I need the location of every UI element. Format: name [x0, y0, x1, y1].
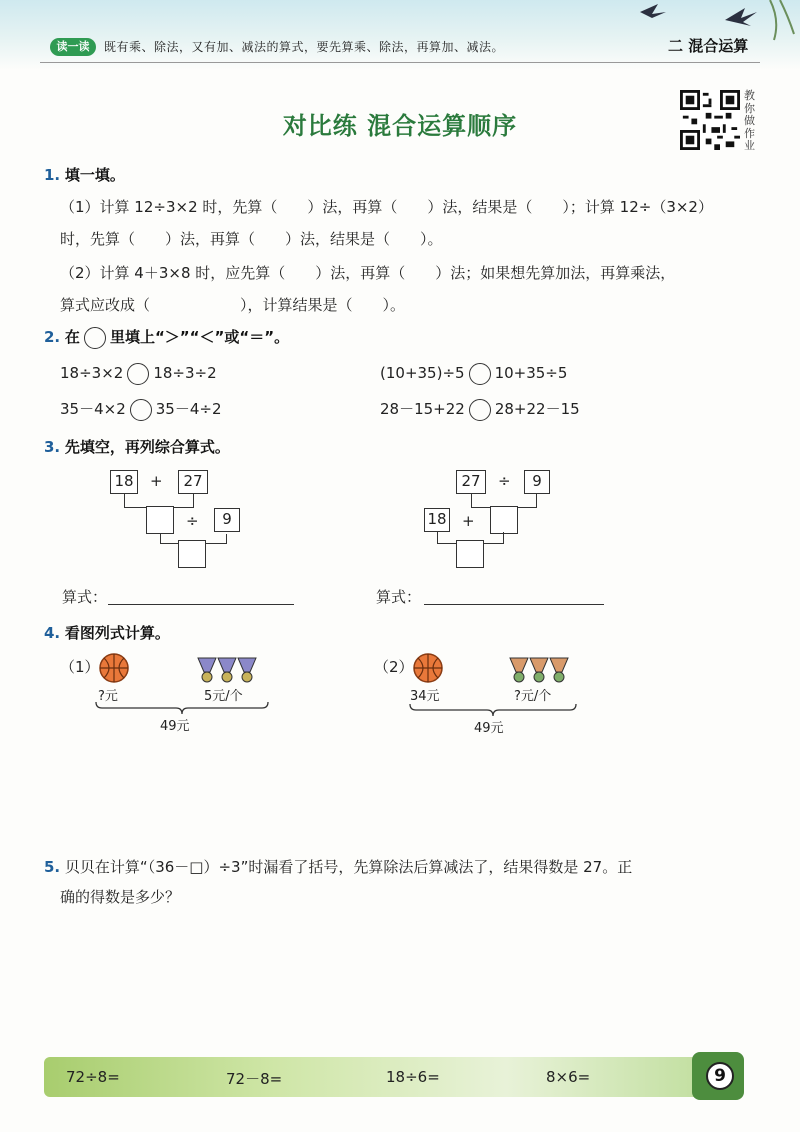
q4-part1-item-price: 5元/个: [204, 689, 243, 704]
q5-line-1: [44, 856, 632, 878]
q2-item-3-left: 35－4×2: [60, 400, 126, 418]
q4-part2-total: 49元: [474, 721, 504, 736]
header-divider: [40, 62, 760, 63]
q4-part2-ball-price: 34元: [410, 689, 440, 704]
q4-number: 4.: [44, 624, 61, 642]
q4-part1-ball-price: ?元: [98, 689, 118, 704]
q1-number: 1.: [44, 166, 61, 184]
formula-label: 算式：: [62, 588, 108, 606]
footer-drill-3: 18÷6=: [386, 1068, 440, 1086]
header-tip: 既有乘、除法，又有加、减法的算式，要先算乘、除法，再算加、减法。: [104, 40, 505, 54]
q5-line-2: 确的得数是多少？: [60, 888, 181, 906]
q4-title: 看图列式计算。: [64, 624, 170, 642]
tree-right-op2: +: [462, 512, 475, 530]
read-tag: 读一读: [50, 38, 96, 56]
q2-item-4-right: 28+22－15: [494, 400, 580, 418]
tree-left-op2: ÷: [186, 512, 199, 530]
answer-box[interactable]: [146, 506, 174, 534]
footer-drill-4: 8×6=: [546, 1068, 591, 1086]
q4-part2-label: （2）: [374, 658, 414, 676]
answer-box[interactable]: [490, 506, 518, 534]
q2-item-4: [380, 398, 580, 421]
footer-drill-1: 72÷8=: [66, 1068, 120, 1086]
tree-left-b: 27: [178, 470, 208, 494]
tree-right-c: 18: [424, 508, 450, 532]
compare-circle[interactable]: [127, 363, 149, 385]
q5-number: 5.: [44, 858, 61, 876]
tree-left-c: 9: [214, 508, 240, 532]
page-title: 对比练 混合运算顺序: [282, 112, 518, 140]
q2-item-2-left: (10+35)÷5: [380, 364, 465, 382]
tree-right-b: 9: [524, 470, 550, 494]
q4-heading: [44, 622, 170, 644]
formula-answer-line[interactable]: [424, 604, 604, 605]
tree-left-a: 18: [110, 470, 138, 494]
formula-answer-line[interactable]: [108, 604, 294, 605]
q2-item-1: [60, 362, 217, 385]
shuttlecock-icon: [508, 656, 572, 686]
compare-circle-sample: [84, 327, 106, 349]
q1-heading: [44, 164, 125, 186]
q2-item-3: [60, 398, 222, 421]
q1-title: 填一填。: [64, 166, 125, 184]
shuttlecock-icon: [196, 656, 260, 686]
tree-right-a: 27: [456, 470, 486, 494]
q1-line-3: （2）计算 4＋3×8 时，应先算（ ）法，再算（ ）法；如果想先算加法，再算乘法，: [60, 264, 676, 282]
q2-item-3-right: 35－4÷2: [155, 400, 222, 418]
q2-heading: [44, 326, 289, 349]
q2-title-a: 在: [64, 328, 80, 346]
q3-heading: [44, 436, 230, 458]
q1-line-1: （1）计算 12÷3×2 时，先算（ ）法，再算（ ）法，结果是（ ）；计算 12÷（3×2）: [60, 198, 713, 216]
footer-bar: [44, 1057, 704, 1097]
tree-left-op1: +: [150, 472, 163, 490]
q2-item-1-left: 18÷3×2: [60, 364, 124, 382]
q3-title: 先填空，再列综合算式。: [64, 438, 230, 456]
footer-drill-2: 72－8=: [226, 1070, 283, 1088]
q2-item-2-right: 10+35÷5: [494, 364, 568, 382]
q4-part1-label: （1）: [60, 658, 100, 676]
q1-line-2: 时，先算（ ）法，再算（ ）法，结果是（ ）。: [60, 230, 443, 248]
q2-item-2: [380, 362, 567, 385]
basketball-icon: [412, 652, 444, 684]
q2-item-1-right: 18÷3÷2: [153, 364, 217, 382]
q2-item-4-left: 28－15+22: [380, 400, 465, 418]
q1-line-4: 算式应改成（ ），计算结果是（ ）。: [60, 296, 406, 314]
compare-circle[interactable]: [469, 399, 491, 421]
q2-number: 2.: [44, 328, 61, 346]
unit-title: 二 混合运算: [668, 37, 749, 55]
tree-right-op1: ÷: [498, 472, 511, 490]
qr-code-icon[interactable]: [680, 90, 740, 150]
page-number: 9: [706, 1062, 734, 1090]
q5-text-1: 贝贝在计算“（36－□）÷3”时漏看了括号，先算除法后算减法了，结果得数是 27。正: [64, 858, 633, 876]
answer-box[interactable]: [178, 540, 206, 568]
formula-label: 算式：: [376, 588, 422, 606]
answer-box[interactable]: [456, 540, 484, 568]
q4-part1-total: 49元: [160, 719, 190, 734]
q2-title-b: 里填上“＞”“＜”或“＝”。: [109, 328, 290, 346]
compare-circle[interactable]: [130, 399, 152, 421]
q3-number: 3.: [44, 438, 61, 456]
q4-part2-item-price: ?元/个: [514, 689, 552, 704]
qr-caption: 教你做作业: [744, 89, 755, 152]
compare-circle[interactable]: [469, 363, 491, 385]
basketball-icon: [98, 652, 130, 684]
